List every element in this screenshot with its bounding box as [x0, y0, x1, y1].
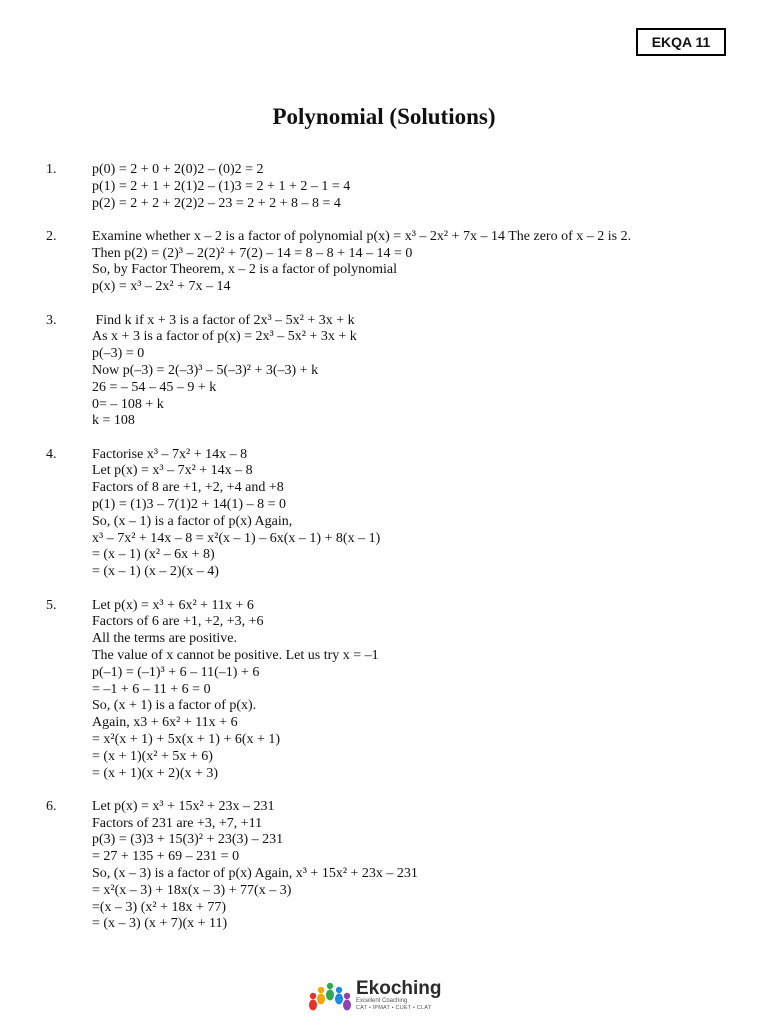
- solution-item: [0, 313, 768, 431]
- solution-line: = (x + 1)(x² + 5x + 6): [92, 748, 213, 764]
- solution-line: Let p(x) = x³ + 15x² + 23x – 231: [92, 798, 275, 814]
- solution-line: =(x – 3) (x² + 18x + 77): [92, 899, 227, 915]
- solution-number: 3.: [46, 312, 57, 328]
- solution-item: [0, 598, 768, 783]
- solution-number: 2.: [46, 228, 57, 244]
- solutions-list: [0, 162, 768, 950]
- solution-line: = x²(x + 1) + 5x(x + 1) + 6(x + 1): [92, 731, 281, 747]
- solution-lines: [92, 447, 768, 581]
- solution-line: Examine whether x – 2 is a factor of polynomial p(x) = x³ – 2x² + 7x – 14 The zero of x – 2 is 2.: [92, 228, 632, 244]
- solution-line: Factors of 8 are +1, +2, +4 and +8: [92, 480, 284, 496]
- page-title: Polynomial (Solutions): [272, 104, 496, 129]
- solution-line: Find k if x + 3 is a factor of 2x³ – 5x² + 3x + k: [92, 312, 355, 328]
- solution-line: Then p(2) = (2)³ – 2(2)² + 7(2) – 14 = 8 – 8 + 14 – 14 = 0: [92, 245, 413, 261]
- solution-line: p(1) = (1)3 – 7(1)2 + 14(1) – 8 = 0: [92, 497, 286, 513]
- solution-line: = 27 + 135 + 69 – 231 = 0: [92, 849, 240, 865]
- solution-line: 0= – 108 + k: [92, 396, 164, 412]
- solution-line: 26 = – 54 – 45 – 9 + k: [92, 379, 217, 395]
- ekoching-logo-icon: [308, 980, 352, 1012]
- logo-person-body: [335, 994, 343, 1005]
- logo-person-head: [310, 993, 316, 999]
- solution-number: 6.: [46, 798, 57, 814]
- solution-lines: [92, 799, 768, 933]
- solution-line: So, by Factor Theorem, x – 2 is a factor of polynomial: [92, 262, 397, 278]
- logo-person-body: [326, 990, 334, 1001]
- brand-subtitle: CAT • IPMAT • CUET • CLAT: [356, 1005, 432, 1011]
- solution-line: = x²(x – 3) + 18x(x – 3) + 77(x – 3): [92, 882, 292, 898]
- solution-line: = (x + 1)(x + 2)(x + 3): [92, 765, 219, 781]
- solution-line: Now p(–3) = 2(–3)³ – 5(–3)² + 3(–3) + k: [92, 362, 319, 378]
- solution-item: [0, 162, 768, 212]
- solution-item: [0, 447, 768, 581]
- solution-line: p(x) = x³ – 2x² + 7x – 14: [92, 279, 231, 295]
- solution-line: = (x – 1) (x – 2)(x – 4): [92, 564, 219, 580]
- solution-line: p(–3) = 0: [92, 346, 145, 362]
- logo-person-head: [318, 987, 324, 993]
- solution-number: 4.: [46, 446, 57, 462]
- brand-block: [356, 980, 442, 1012]
- solution-line: x³ – 7x² + 14x – 8 = x²(x – 1) – 6x(x – 1) + 8(x – 1): [92, 530, 381, 546]
- solution-item: [0, 229, 768, 296]
- document-code-box: [636, 28, 726, 56]
- solution-line: Again, x3 + 6x² + 11x + 6: [92, 715, 238, 731]
- solution-line: = (x – 3) (x + 7)(x + 11): [92, 916, 228, 932]
- solution-lines: [92, 229, 768, 296]
- solution-line: All the terms are positive.: [92, 631, 238, 647]
- solution-line: So, (x – 1) is a factor of p(x) Again,: [92, 513, 293, 529]
- solution-line: So, (x + 1) is a factor of p(x).: [92, 698, 257, 714]
- solution-line: So, (x – 3) is a factor of p(x) Again, x³ + 15x² + 23x – 231: [92, 865, 418, 881]
- solution-line: k = 108: [92, 413, 135, 429]
- solution-line: = (x – 1) (x² – 6x + 8): [92, 547, 215, 563]
- solution-line: p(–1) = (–1)³ + 6 – 11(–1) + 6: [92, 664, 260, 680]
- document-code: EKQA 11: [651, 34, 711, 50]
- brand-name: Ekoching: [356, 978, 442, 999]
- solution-line: Factors of 231 are +3, +7, +11: [92, 815, 263, 831]
- logo-person-body: [317, 994, 325, 1005]
- solution-line: Factors of 6 are +1, +2, +3, +6: [92, 614, 264, 630]
- logo-person-head: [336, 987, 342, 993]
- solution-line: The value of x cannot be positive. Let us try x = –1: [92, 647, 379, 663]
- solution-line: Factorise x³ – 7x² + 14x – 8: [92, 446, 248, 462]
- solution-lines: [92, 313, 768, 431]
- solution-line: As x + 3 is a factor of p(x) = 2x³ – 5x² + 3x + k: [92, 329, 357, 345]
- solution-number: 1.: [46, 162, 57, 177]
- logo-person-head: [344, 993, 350, 999]
- solution-lines: [92, 162, 768, 212]
- solution-line: Let p(x) = x³ – 7x² + 14x – 8: [92, 463, 253, 479]
- brand-tagline: Excellent Coaching: [356, 998, 408, 1004]
- solution-line: = –1 + 6 – 11 + 6 = 0: [92, 681, 211, 697]
- footer-logo: [308, 976, 468, 1016]
- solution-line: Let p(x) = x³ + 6x² + 11x + 6: [92, 597, 254, 613]
- logo-person-body: [309, 1000, 317, 1011]
- solution-line: p(0) = 2 + 0 + 2(0)2 – (0)2 = 2: [92, 162, 264, 177]
- solution-lines: [92, 598, 768, 783]
- solution-line: p(2) = 2 + 2 + 2(2)2 – 23 = 2 + 2 + 8 – 8 = 4: [92, 195, 341, 211]
- solution-line: p(1) = 2 + 1 + 2(1)2 – (1)3 = 2 + 1 + 2 – 1 = 4: [92, 178, 351, 194]
- logo-person-head: [327, 983, 333, 989]
- logo-person-body: [343, 1000, 351, 1011]
- solution-line: p(3) = (3)3 + 15(3)² + 23(3) – 231: [92, 832, 284, 848]
- solution-number: 5.: [46, 597, 57, 613]
- solution-item: [0, 799, 768, 933]
